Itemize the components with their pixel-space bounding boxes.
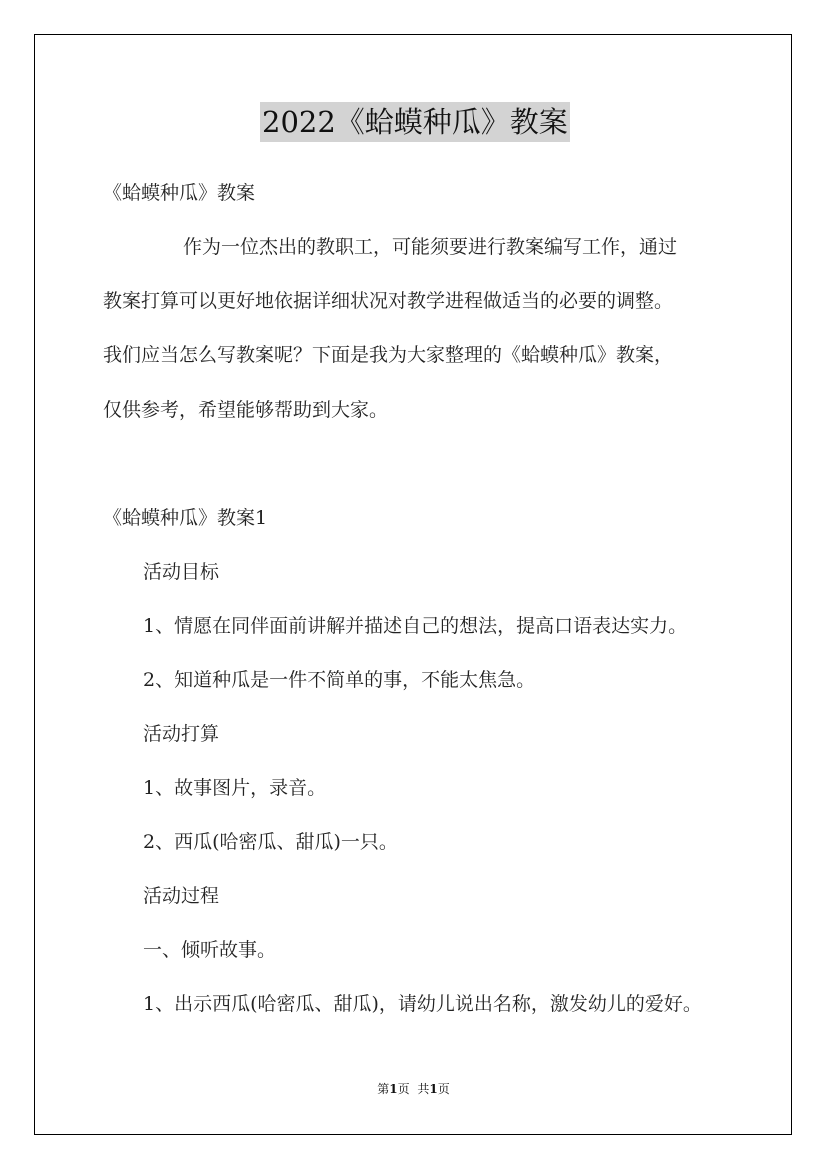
process-heading: 活动过程 <box>143 885 220 907</box>
footer-total-suffix: 页 <box>437 1082 450 1096</box>
prep-item-2: 2、西瓜(哈密瓜、甜瓜)一只。 <box>143 831 398 853</box>
prep-heading: 活动打算 <box>143 723 220 745</box>
prep-item-1: 1、故事图片，录音。 <box>143 777 327 799</box>
intro-line-4: 仅供参考，希望能够帮助到大家。 <box>103 399 389 421</box>
footer-total-number: 1 <box>429 1082 438 1096</box>
process-step-1: 一、倾听故事。 <box>143 939 277 961</box>
goal-heading: 活动目标 <box>143 561 220 583</box>
intro-line-3: 我们应当怎么写教案呢？下面是我为大家整理的《蛤蟆种瓜》教案， <box>103 344 674 366</box>
footer-page-suffix: 页 <box>397 1082 410 1096</box>
intro-line-1: 作为一位杰出的教职工，可能须要进行教案编写工作，通过 <box>183 236 678 258</box>
footer-total-prefix: 共 <box>417 1082 430 1096</box>
intro-line-2: 教案打算可以更好地依据详细状况对教学进程做适当的必要的调整。 <box>103 290 674 312</box>
page-footer <box>0 1081 827 1097</box>
subtitle-line: 《蛤蟆种瓜》教案 <box>103 182 256 204</box>
footer-page-number: 1 <box>389 1082 398 1096</box>
goal-item-1: 1、情愿在同伴面前讲解并描述自己的想法，提高口语表达实力。 <box>143 615 688 637</box>
goal-item-2: 2、知道种瓜是一件不简单的事，不能太焦急。 <box>143 669 536 691</box>
process-item-1: 1、出示西瓜(哈密瓜、甜瓜)，请幼儿说出名称，激发幼儿的爱好。 <box>143 993 702 1015</box>
document-title: 2022《蛤蟆种瓜》教案 <box>260 102 570 142</box>
section-heading: 《蛤蟆种瓜》教案1 <box>103 507 268 529</box>
footer-page-prefix: 第 <box>377 1082 390 1096</box>
